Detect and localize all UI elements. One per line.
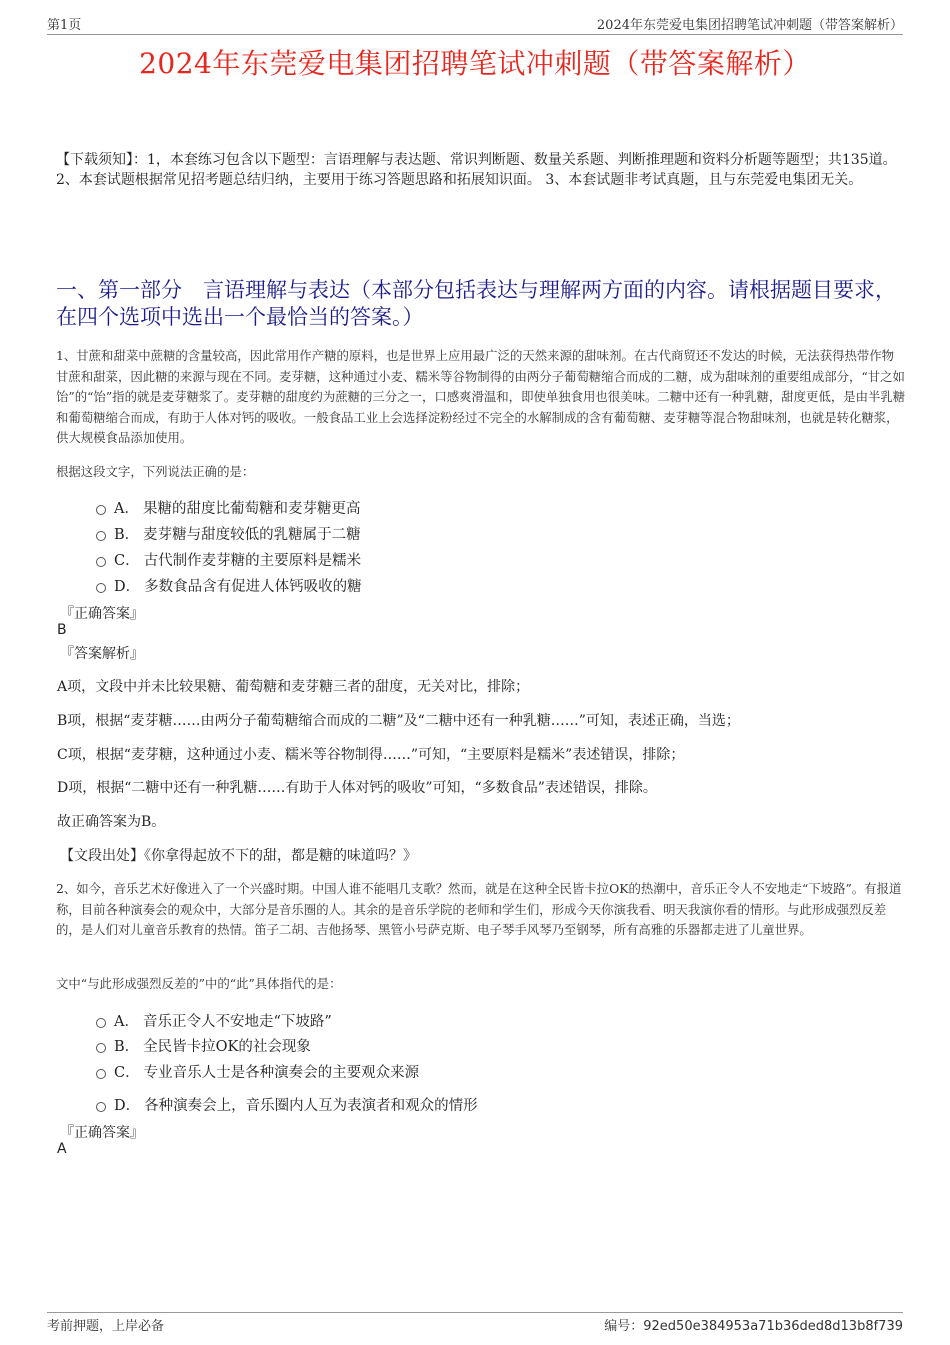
radio-icon[interactable]	[96, 1069, 106, 1079]
question-2-answer: A	[57, 1141, 67, 1157]
radio-icon[interactable]	[96, 1018, 106, 1028]
radio-icon[interactable]	[96, 1102, 106, 1112]
question-1-answer: B	[57, 622, 67, 638]
page-number: 第1页	[47, 18, 82, 33]
page-header	[47, 14, 903, 35]
radio-icon[interactable]	[96, 531, 106, 541]
question-1-option-d[interactable]: D． 多数食品含有促进人体钙吸收的糖	[96, 575, 362, 596]
radio-icon[interactable]	[96, 557, 106, 567]
question-1-option-b[interactable]: B． 麦芽糖与甜度较低的乳糖属于二糖	[96, 523, 361, 544]
question-1-prompt: 根据这段文字，下列说法正确的是：	[56, 464, 255, 479]
question-2-option-b[interactable]: B． 全民皆卡拉OK的社会现象	[96, 1035, 311, 1056]
question-1-analysis-label: 『答案解析』	[60, 646, 144, 662]
footer-code: 编号：92ed50e384953a71b36ded8d13b8f739	[604, 1319, 903, 1334]
page-title: 2024年东莞爱电集团招聘笔试冲刺题（带答案解析）	[139, 47, 811, 80]
section-heading: 一、第一部分 言语理解与表达（本部分包括表达与理解两方面的内容。请根据题目要求，在四个选项中选出一个最恰当的答案。）	[56, 278, 896, 329]
footer-slogan: 考前押题，上岸必备	[47, 1319, 165, 1334]
question-1-option-a[interactable]: A． 果糖的甜度比葡萄糖和麦芽糖更高	[96, 497, 360, 518]
radio-icon[interactable]	[96, 505, 106, 515]
question-1-analysis-a: A项，文段中并未比较果糖、葡萄糖和麦芽糖三者的甜度，无关对比，排除；	[57, 679, 530, 695]
question-1-answer-label: 『正确答案』	[60, 606, 144, 622]
download-notice: 【下载须知】：1，本套练习包含以下题型：言语理解与表达题、常识判断题、数量关系题、判断推理题和资料分析题等题型；共135道。 2、本套试题根据常见招考题总结归纳，主要用于练习答题思路和拓展知识面。 3、本套试题非考试真题，且与东莞爱电集团无关。	[56, 152, 897, 188]
radio-icon[interactable]	[96, 583, 106, 593]
question-1-passage: 1、甘蔗和甜菜中蔗糖的含量较高，因此常用作产糖的原料，也是世界上应用最广泛的天然来源的甜味剂。在古代商贸还不发达的时候，无法获得热带作物甘蔗和甜菜，因此糖的来源与现在不同。麦芽糖，这种通过小麦、糯米等谷物制得的由两分子葡萄糖缩合而成的二糖，成为甜味剂的重要组成部分，“甘之如饴”的“饴”指的就是麦芽糖浆了。麦芽糖的甜度约为蔗糖的三分之一，口感爽滑温和，即使单独食用也很美味。二糖中还有一种乳糖，甜度更低，是由半乳糖和葡萄糖缩合而成，有助于人体对钙的吸收。一般食品工业上会选择淀粉经过不完全的水解制成的含有葡萄糖、麦芽糖等混合物甜味剂，也就是转化糖浆，供大规模食品添加使用。	[56, 348, 906, 445]
header-doc-title: 2024年东莞爱电集团招聘笔试冲刺题（带答案解析）	[596, 18, 903, 33]
question-1-source: 【文段出处】《你拿得起放不下的甜，都是糖的味道吗？》	[60, 848, 417, 864]
question-2-option-c[interactable]: C． 专业音乐人士是各种演奏会的主要观众来源	[96, 1061, 419, 1082]
question-2-option-a[interactable]: A． 音乐正令人不安地走“下坡路”	[96, 1010, 332, 1031]
question-1-analysis-d: D项，根据“二糖中还有一种乳糖……有助于人体对钙的吸收”可知，“多数食品”表述错误，排除。	[57, 780, 657, 796]
radio-icon[interactable]	[96, 1043, 106, 1053]
question-2-answer-label: 『正确答案』	[60, 1125, 144, 1141]
question-1-analysis-c: C项，根据“麦芽糖，这种通过小麦、糯米等谷物制得……”可知，“主要原料是糯米”表述错误，排除；	[57, 747, 685, 763]
page-footer	[47, 1312, 903, 1333]
question-1-analysis-b: B项，根据“麦芽糖……由两分子葡萄糖缩合而成的二糖”及“二糖中还有一种乳糖……”可知，表述正确，当选；	[57, 713, 740, 729]
question-2-prompt: 文中“与此形成强烈反差的”中的“此”具体指代的是：	[56, 976, 342, 991]
question-2-option-d[interactable]: D． 各种演奏会上，音乐圈内人互为表演者和观众的情形	[96, 1094, 478, 1115]
question-1-option-c[interactable]: C． 古代制作麦芽糖的主要原料是糯米	[96, 549, 361, 570]
question-2-passage: 2、如今，音乐艺术好像进入了一个兴盛时期。中国人谁不能唱几支歌？然而，就是在这种全民皆卡拉OK的热潮中，音乐正令人不安地走“下坡路”。有报道称，目前各种演奏会的观众中，大部分是音乐圈的人。其余的是音乐学院的老师和学生们，形成今天你演我看、明天我演你看的情形。与此形成强烈反差的，是人们对儿童音乐教育的热情。笛子二胡、吉他扬琴、黑管小号萨克斯、电子琴手风琴乃至钢琴，所有高雅的乐器都走进了儿童世界。	[56, 881, 902, 937]
question-1-conclusion: 故正确答案为B。	[57, 814, 166, 830]
